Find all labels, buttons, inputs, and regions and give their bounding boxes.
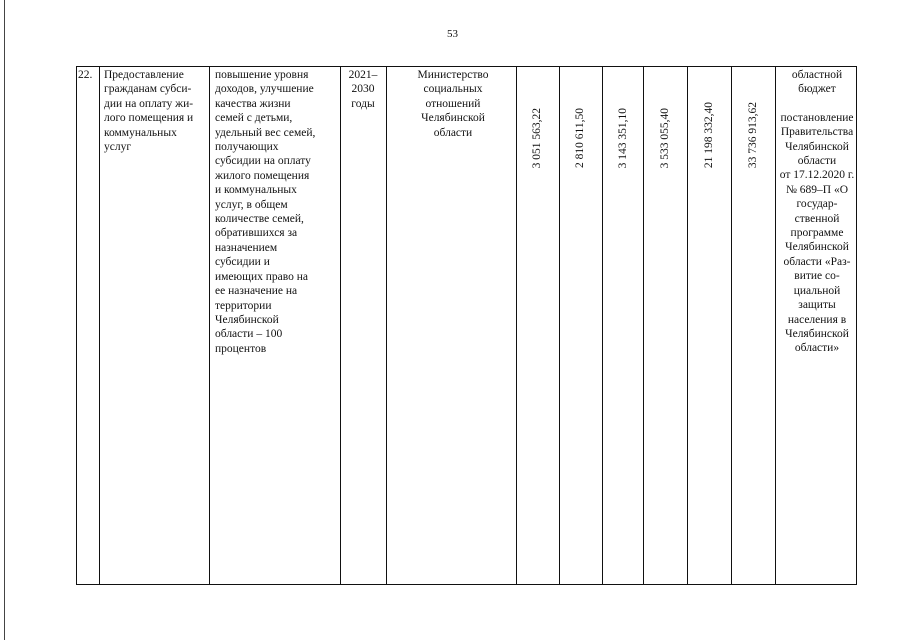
executor-line: социальных [423, 83, 483, 96]
indicator-line: процентов [215, 342, 267, 355]
source-doc-line: циальной [793, 284, 841, 297]
indicator-line: доходов, улучшение [215, 83, 314, 96]
source-doc-line: Правительства [780, 126, 854, 139]
source-doc-line: № 689–П «О [785, 183, 849, 196]
indicator-line: и коммунальных [215, 184, 297, 197]
page-left-edge [4, 0, 5, 640]
source-doc-line: от 17.12.2020 г. [779, 169, 855, 182]
source-spacer [777, 97, 857, 111]
years-line: 2030 [351, 83, 375, 96]
indicator-line: услуг, в общем [215, 198, 288, 211]
indicator-line: качества жизни [215, 97, 291, 110]
measure-name-line: лого помещения и [104, 112, 194, 125]
years-line: годы [351, 97, 375, 110]
indicator-line: имеющих право на [215, 270, 309, 283]
source-doc-line: постановление [780, 111, 854, 124]
indicator-line: получающих [215, 141, 279, 154]
measure-name-line: услуг [104, 141, 132, 154]
executor-line: Челябинской [421, 112, 485, 125]
indicator-line: области – 100 [215, 328, 283, 341]
measure-name [104, 68, 208, 154]
column-divider [602, 66, 603, 585]
column-divider [386, 66, 387, 585]
indicator-line: количестве семей, [215, 213, 304, 226]
funding-amount: 3 051 563,22 [531, 107, 543, 168]
indicator-line: субсидии и [215, 256, 270, 269]
column-divider [340, 66, 341, 585]
implementation-years [342, 68, 384, 111]
source-doc-line: Челябинской [785, 140, 849, 153]
indicator-line: ее назначение на [215, 285, 298, 298]
funding-amount: 2 810 611,50 [574, 108, 586, 168]
source-doc-line: витие со- [794, 270, 840, 283]
executor-line: Министерство [417, 69, 489, 81]
funding-amount: 21 198 332,40 [703, 101, 715, 168]
column-divider [643, 66, 644, 585]
column-divider [209, 66, 210, 585]
executor-line: отношений [425, 97, 481, 110]
column-divider [775, 66, 776, 585]
source-doc-line: области [797, 155, 837, 168]
indicator-line: обратившихся за [215, 227, 298, 240]
column-divider [687, 66, 688, 585]
funding-amount: 3 533 055,40 [659, 107, 671, 168]
indicator-line: Челябинской [215, 313, 279, 326]
indicator-line: удельный вес семей, [215, 126, 316, 139]
column-divider [559, 66, 560, 585]
source-doc-line: программе [790, 227, 844, 240]
funding-total: 33 736 913,62 [747, 101, 759, 168]
funding-source [777, 68, 857, 356]
page-number: 53 [447, 28, 458, 40]
indicator-line: субсидии на оплату [215, 155, 311, 168]
indicator-line: повышение уровня [215, 69, 309, 81]
source-doc-line: Челябинской [785, 327, 849, 340]
column-divider [731, 66, 732, 585]
source-doc-line: области» [794, 342, 840, 355]
source-doc-line: ственной [794, 212, 840, 225]
responsible-executor [392, 68, 514, 140]
indicator-line: жилого помещения [215, 169, 310, 182]
years-line: 2021– [348, 69, 378, 81]
measure-name-line: коммунальных [104, 126, 177, 139]
indicator-line: территории [215, 299, 272, 312]
indicator-line: семей с детьми, [215, 112, 293, 125]
measure-name-line: гражданам субси- [104, 83, 192, 96]
column-divider [99, 66, 100, 585]
funding-amount: 3 143 351,10 [617, 107, 629, 168]
row-number: 22. [78, 69, 93, 81]
source-doc-line: защиты [798, 299, 836, 312]
executor-line: области [433, 126, 473, 139]
indicator-text [215, 68, 336, 356]
source-line: бюджет [798, 83, 836, 96]
indicator-line: назначением [215, 241, 278, 254]
source-doc-line: населения в [787, 313, 847, 326]
measure-name-line: дии на оплату жи- [104, 97, 194, 110]
column-divider [516, 66, 517, 585]
source-doc-line: Челябинской [785, 241, 849, 254]
source-line: областной [791, 69, 843, 81]
source-doc-line: области «Раз- [783, 255, 851, 268]
source-doc-line: государ- [796, 198, 838, 211]
measure-name-line: Предоставление [104, 69, 184, 81]
